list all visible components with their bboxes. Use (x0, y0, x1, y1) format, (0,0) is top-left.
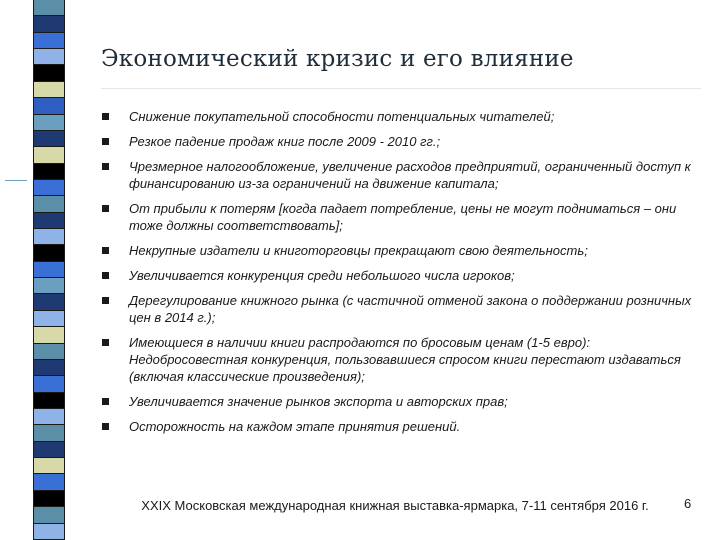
square-bullet-icon (102, 163, 109, 170)
square-bullet-icon (102, 138, 109, 145)
slide-title: Экономический кризис и его влияние (101, 46, 574, 72)
decorative-stripe (34, 131, 64, 147)
decorative-stripe (34, 180, 64, 196)
square-bullet-icon (102, 113, 109, 120)
bullet-item (102, 133, 702, 150)
decorative-stripe (34, 474, 64, 490)
decorative-stripe (34, 49, 64, 65)
decorative-stripe (34, 393, 64, 409)
decorative-stripe (34, 229, 64, 245)
decorative-stripe (34, 164, 64, 180)
decorative-stripe (34, 524, 64, 540)
bullet-text: Увеличивается конкуренция среди небольшого числа игроков; (129, 268, 515, 283)
bullet-item (102, 418, 702, 435)
title-underline (101, 88, 701, 89)
decorative-stripe (34, 245, 64, 261)
decorative-stripe (34, 213, 64, 229)
bullet-text: Осторожность на каждом этапе принятия решений. (129, 419, 461, 434)
square-bullet-icon (102, 423, 109, 430)
slide-footer: XXIX Московская международная книжная выставка-ярмарка, 7-11 сентября 2016 г. (141, 498, 649, 513)
decorative-stripe (34, 196, 64, 212)
decorative-stripe (34, 491, 64, 507)
left-accent-line (5, 180, 27, 181)
decorative-stripe (34, 425, 64, 441)
decorative-stripe (34, 327, 64, 343)
bullet-item (102, 108, 702, 125)
square-bullet-icon (102, 272, 109, 279)
decorative-stripe (34, 360, 64, 376)
bullet-text: Чрезмерное налогообложение, увеличение расходов предприятий, ограниченный доступ к финансированию из-за ограничений на движение капитала; (129, 159, 691, 191)
bullet-text: Дерегулирование книжного рынка (с частичной отменой закона о поддержании розничных цен в 2014 г.); (129, 293, 692, 325)
bullet-text: Некрупные издатели и книготорговцы прекращают свою деятельность; (129, 243, 588, 258)
decorative-stripe (34, 82, 64, 98)
square-bullet-icon (102, 247, 109, 254)
page-number: 6 (684, 496, 692, 511)
bullet-text: Увеличивается значение рынков экспорта и авторских прав; (129, 394, 508, 409)
decorative-stripe (34, 115, 64, 131)
decorative-stripe (34, 147, 64, 163)
decorative-stripe (34, 344, 64, 360)
decorative-stripe-bar (33, 0, 65, 540)
bullet-item (102, 334, 702, 385)
bullet-text: От прибыли к потерям [когда падает потребление, цены не могут подниматься – они тоже должны соответствовать]; (129, 201, 677, 233)
decorative-stripe (34, 33, 64, 49)
bullet-item (102, 158, 702, 192)
decorative-stripe (34, 311, 64, 327)
decorative-stripe (34, 98, 64, 114)
bullet-item (102, 393, 702, 410)
decorative-stripe (34, 262, 64, 278)
decorative-stripe (34, 65, 64, 81)
bullet-item (102, 200, 702, 234)
decorative-stripe (34, 409, 64, 425)
bullet-text: Снижение покупательной способности потенциальных читателей; (129, 109, 555, 124)
square-bullet-icon (102, 297, 109, 304)
decorative-stripe (34, 442, 64, 458)
bullet-list (102, 108, 702, 435)
decorative-stripe (34, 458, 64, 474)
square-bullet-icon (102, 339, 109, 346)
decorative-stripe (34, 507, 64, 523)
decorative-stripe (34, 294, 64, 310)
decorative-stripe (34, 0, 64, 16)
bullet-text: Имеющиеся в наличии книги распродаются по бросовым ценам (1-5 евро): Недобросовестная конкуренция, пользовавшиеся спросом книги перестают издаваться (включая классические произведения); (129, 335, 681, 384)
square-bullet-icon (102, 398, 109, 405)
bullet-text: Резкое падение продаж книг после 2009 - 2010 гг.; (129, 134, 441, 149)
decorative-stripe (34, 16, 64, 32)
bullet-item (102, 267, 702, 284)
bullet-item (102, 242, 702, 259)
bullet-item (102, 292, 702, 326)
decorative-stripe (34, 278, 64, 294)
decorative-stripe (34, 376, 64, 392)
square-bullet-icon (102, 205, 109, 212)
